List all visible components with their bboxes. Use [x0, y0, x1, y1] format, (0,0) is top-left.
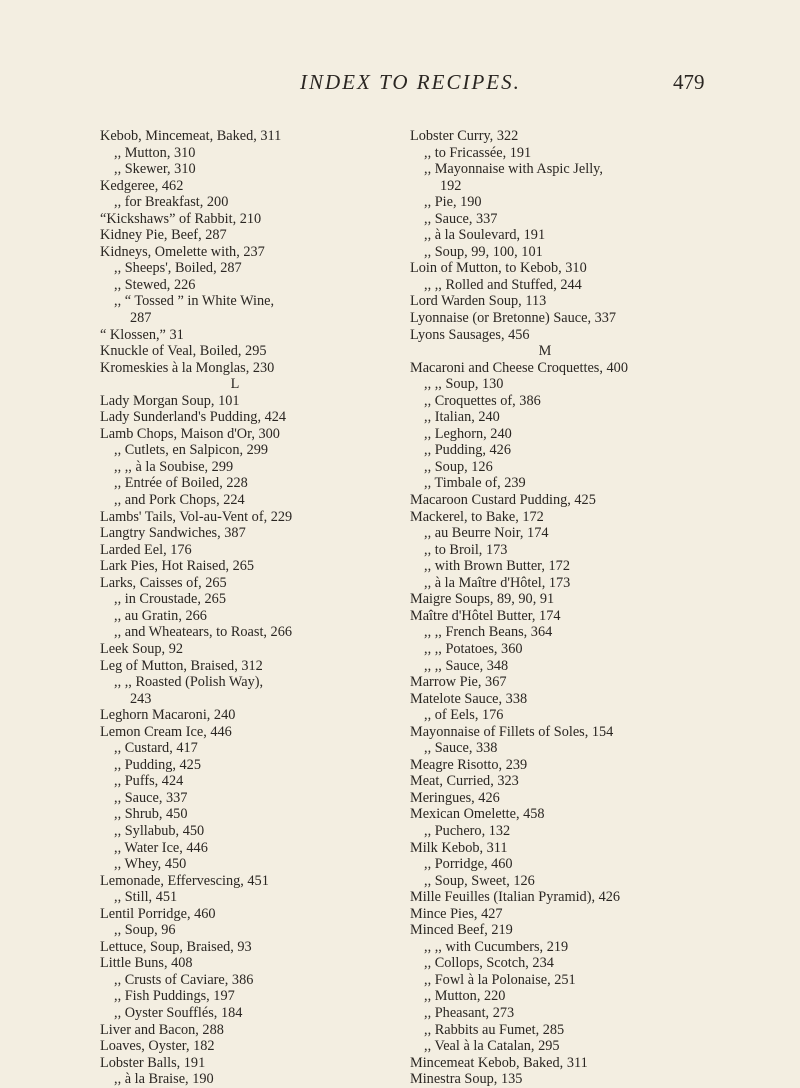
index-entry: ,, ,, French Beans, 364 [424, 624, 553, 641]
index-entry: ,, Timbale of, 239 [424, 475, 526, 492]
index-entry: Lentil Porridge, 460 [100, 905, 216, 922]
section-letter: M [538, 343, 552, 360]
index-entry: ,, Italian, 240 [424, 409, 500, 426]
index-entry: Langtry Sandwiches, 387 [100, 525, 246, 542]
index-entry: ,, and Pork Chops, 224 [114, 492, 245, 509]
index-entry: ,, au Beurre Noir, 174 [424, 525, 549, 542]
index-entry: ,, ,, Sauce, 348 [424, 657, 509, 674]
index-entry: ,, Sauce, 338 [424, 740, 498, 757]
index-entry: Kidney Pie, Beef, 287 [100, 227, 227, 244]
index-entry: ,, Soup, 96 [114, 922, 176, 939]
index-entry: ,, Leghorn, 240 [424, 425, 512, 442]
index-entry: ,, and Wheatears, to Roast, 266 [114, 624, 293, 641]
index-entry: Larks, Caisses of, 265 [100, 574, 227, 591]
index-entry: ,, to Fricassée, 191 [424, 144, 532, 161]
index-entry: ,, Pudding, 426 [424, 442, 511, 459]
index-entry: ,, Mutton, 310 [114, 144, 196, 161]
index-entry: ,, ,, with Cucumbers, 219 [424, 938, 569, 955]
index-entry: Milk Kebob, 311 [410, 839, 508, 856]
index-entry: Lady Sunderland's Pudding, 424 [100, 409, 287, 426]
index-entry: ,, Sheeps', Boiled, 287 [114, 260, 242, 277]
index-entry: Mincemeat Kebob, Baked, 311 [410, 1054, 588, 1071]
index-entry: Lyons Sausages, 456 [410, 326, 530, 343]
index-entry: ,, Mayonnaise with Aspic Jelly, [424, 161, 603, 178]
index-entry: ,, Collops, Scotch, 234 [424, 955, 554, 972]
index-entry: ,, à la Maître d'Hôtel, 173 [424, 574, 571, 591]
index-entry: Kedgeree, 462 [100, 177, 184, 194]
index-entry: ,, Skewer, 310 [114, 161, 196, 178]
index-column-left [100, 128, 400, 1088]
page-title: INDEX TO RECIPES. [300, 70, 521, 94]
index-entry: Macaroon Custard Pudding, 425 [410, 492, 596, 509]
index-entry: Meagre Risotto, 239 [410, 756, 528, 773]
index-entry: ,, Sauce, 337 [424, 210, 498, 227]
index-entry: ,, Fowl à la Polonaise, 251 [424, 971, 576, 988]
index-entry: Leek Soup, 92 [100, 640, 183, 657]
index-entry: ,, Croquettes of, 386 [424, 392, 541, 409]
index-entry: Kromeskies à la Monglas, 230 [100, 359, 275, 376]
index-entry: ,, Water Ice, 446 [114, 839, 208, 856]
index-entry: Macaroni and Cheese Croquettes, 400 [410, 359, 628, 376]
index-entry: ,, Veal à la Catalan, 295 [424, 1038, 560, 1055]
index-entry: “Kickshaws” of Rabbit, 210 [100, 210, 262, 227]
index-entry: ,, Rabbits au Fumet, 285 [424, 1021, 565, 1038]
index-entry: ,, Syllabub, 450 [114, 822, 205, 839]
index-entry: ,, Oyster Soufflés, 184 [114, 1004, 243, 1021]
index-entry: Meringues, 426 [410, 789, 500, 806]
index-entry: ,, Porridge, 460 [424, 856, 513, 873]
index-entry: ,, Soup, Sweet, 126 [424, 872, 535, 889]
index-entry: Leghorn Macaroni, 240 [100, 707, 236, 724]
index-entry: ,, with Brown Butter, 172 [424, 558, 570, 575]
index-entry: 243 [130, 690, 152, 707]
index-entry: ,, Whey, 450 [114, 856, 187, 873]
index-entry: “ Klossen,” 31 [100, 326, 184, 343]
index-entry: ,, for Breakfast, 200 [114, 194, 229, 211]
index-entry: Liver and Bacon, 288 [100, 1021, 224, 1038]
index-entry: ,, Pudding, 425 [114, 756, 201, 773]
index-entry: ,, to Broil, 173 [424, 541, 508, 558]
index-entry: Lyonnaise (or Bretonne) Sauce, 337 [410, 310, 617, 327]
index-entry: ,, Entrée of Boiled, 228 [114, 475, 248, 492]
page-header [0, 70, 800, 100]
index-entry: ,, Mutton, 220 [424, 988, 506, 1005]
index-entry: ,, ,, Potatoes, 360 [424, 640, 523, 657]
index-entry: Lady Morgan Soup, 101 [100, 392, 240, 409]
index-entry: Mille Feuilles (Italian Pyramid), 426 [410, 889, 621, 906]
index-entry: ,, Shrub, 450 [114, 806, 188, 823]
index-entry: Lemon Cream Ice, 446 [100, 723, 232, 740]
index-entry: ,, ,, à la Soubise, 299 [114, 458, 234, 475]
index-entry: ,, in Croustade, 265 [114, 591, 226, 608]
index-entry: Matelote Sauce, 338 [410, 690, 528, 707]
index-entry: ,, Soup, 126 [424, 458, 493, 475]
index-entry: Lemonade, Effervescing, 451 [100, 872, 269, 889]
index-entry: ,, Puchero, 132 [424, 822, 511, 839]
index-entry: Kebob, Mincemeat, Baked, 311 [100, 128, 282, 144]
index-entry: ,, ,, Soup, 130 [424, 376, 504, 393]
index-entry: ,, Sauce, 337 [114, 789, 188, 806]
index-entry: ,, “ Tossed ” in White Wine, [114, 293, 275, 310]
index-column-right [410, 128, 710, 1088]
index-entry: Lettuce, Soup, Braised, 93 [100, 938, 252, 955]
index-entry: Mackerel, to Bake, 172 [410, 508, 544, 525]
index-entry: Marrow Pie, 367 [410, 674, 507, 691]
index-entry: Lark Pies, Hot Raised, 265 [100, 558, 255, 575]
index-entry: 192 [440, 177, 462, 194]
index-entry: ,, Still, 451 [114, 889, 178, 906]
index-entry: Lobster Curry, 322 [410, 128, 519, 144]
index-entry: ,, Cutlets, en Salpicon, 299 [114, 442, 269, 459]
index-entry: ,, Pie, 190 [424, 194, 482, 211]
index-entry: ,, à la Braise, 190 [114, 1071, 214, 1088]
index-entry: Lamb Chops, Maison d'Or, 300 [100, 425, 280, 442]
index-entry: ,, ,, Rolled and Stuffed, 244 [424, 276, 582, 293]
index-entry: Mince Pies, 427 [410, 905, 503, 922]
index-entry: Mexican Omelette, 458 [410, 806, 545, 823]
index-entry: Maître d'Hôtel Butter, 174 [410, 607, 561, 624]
index-entry: ,, Soup, 99, 100, 101 [424, 243, 543, 260]
index-entry: Kidneys, Omelette with, 237 [100, 243, 265, 260]
index-entry: ,, of Eels, 176 [424, 707, 504, 724]
index-entry: Maigre Soups, 89, 90, 91 [410, 591, 555, 608]
index-entry: Knuckle of Veal, Boiled, 295 [100, 343, 267, 360]
section-letter: L [230, 376, 240, 393]
index-entry: ,, Crusts of Caviare, 386 [114, 971, 254, 988]
index-entry: Lord Warden Soup, 113 [410, 293, 547, 310]
index-entry: 287 [130, 310, 152, 327]
index-entry: Mayonnaise of Fillets of Soles, 154 [410, 723, 614, 740]
index-entry: Loin of Mutton, to Kebob, 310 [410, 260, 587, 277]
index-entry: Leg of Mutton, Braised, 312 [100, 657, 263, 674]
index-entry: ,, Fish Puddings, 197 [114, 988, 235, 1005]
index-entry: Larded Eel, 176 [100, 541, 192, 558]
page-number: 479 [673, 70, 705, 94]
index-entry: ,, Pheasant, 273 [424, 1004, 515, 1021]
index-entry: ,, à la Soulevard, 191 [424, 227, 546, 244]
index-entry: Little Buns, 408 [100, 955, 193, 972]
index-entry: Meat, Curried, 323 [410, 773, 519, 790]
index-entry: ,, Stewed, 226 [114, 276, 196, 293]
index-entry: Lobster Balls, 191 [100, 1054, 206, 1071]
index-entry: Minestra Soup, 135 [410, 1071, 523, 1088]
index-entry: ,, ,, Roasted (Polish Way), [114, 674, 264, 691]
index-entry: Minced Beef, 219 [410, 922, 513, 939]
index-entry: ,, au Gratin, 266 [114, 607, 207, 624]
index-entry: Lambs' Tails, Vol-au-Vent of, 229 [100, 508, 293, 525]
index-entry: Loaves, Oyster, 182 [100, 1038, 215, 1055]
index-entry: ,, Custard, 417 [114, 740, 198, 757]
index-entry: ,, Puffs, 424 [114, 773, 184, 790]
